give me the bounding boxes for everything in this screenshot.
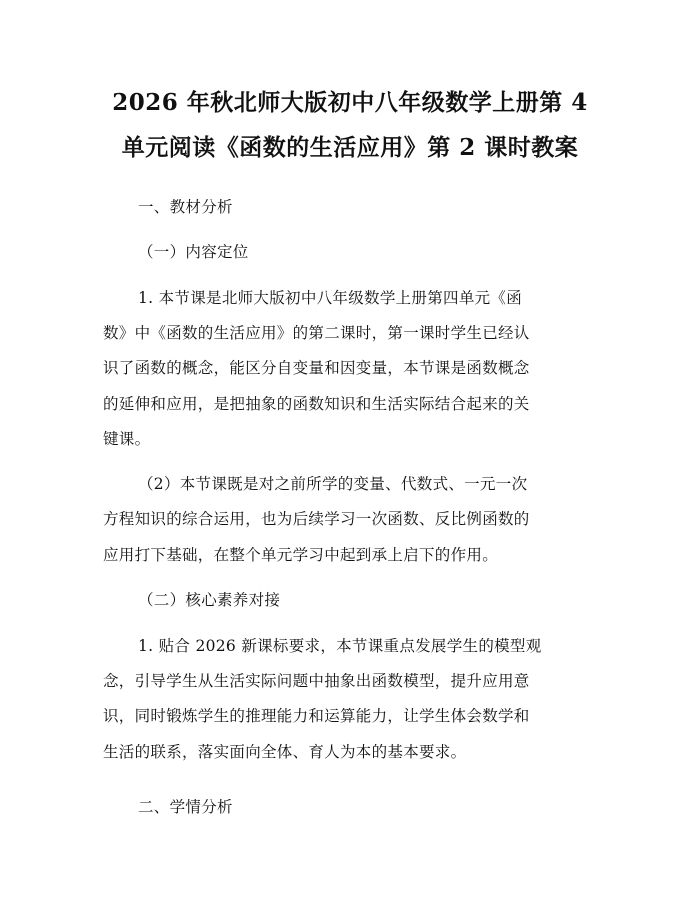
paragraph-1-line: 键课。: [103, 430, 151, 448]
paragraph-2-line: 应用打下基础，在整个单元学习中起到承上启下的作用。: [103, 546, 499, 564]
paragraph-3-line: 念，引导学生从生活实际问题中抽象出函数模型，提升应用意: [103, 672, 530, 690]
paragraph-1-line: 的延伸和应用，是把抽象的函数知识和生活实际结合起来的关: [103, 395, 530, 413]
paragraph-1-line: 识了函数的概念，能区分自变量和因变量，本节课是函数概念: [103, 359, 530, 377]
subsection-heading-content-positioning: （一）内容定位: [138, 243, 249, 261]
document-title-line-1: 2026 年秋北师大版初中八年级数学上册第 4: [112, 89, 588, 116]
section-heading-learner-analysis: 二、学情分析: [138, 798, 233, 816]
document-title-line-2: 单元阅读《函数的生活应用》第 2 课时教案: [121, 134, 579, 161]
paragraph-1-line: 数》中《函数的生活应用》的第二课时，第一课时学生已经认: [103, 324, 530, 342]
paragraph-2-line: 方程知识的综合运用，也为后续学习一次函数、反比例函数的: [103, 510, 530, 528]
paragraph-2-line: （2）本节课既是对之前所学的变量、代数式、一元一次: [138, 475, 528, 493]
paragraph-3-line: 生活的联系，落实面向全体、育人为本的基本要求。: [103, 743, 467, 761]
paragraph-1-line: 1. 本节课是北师大版初中八年级数学上册第四单元《函: [138, 289, 523, 307]
section-heading-textbook-analysis: 一、教材分析: [138, 198, 233, 216]
paragraph-3-line: 识，同时锻炼学生的推理能力和运算能力，让学生体会数学和: [103, 707, 530, 725]
subsection-heading-core-literacy: （二）核心素养对接: [138, 591, 281, 609]
paragraph-3-line: 1. 贴合 2026 新课标要求，本节课重点发展学生的模型观: [138, 637, 542, 655]
